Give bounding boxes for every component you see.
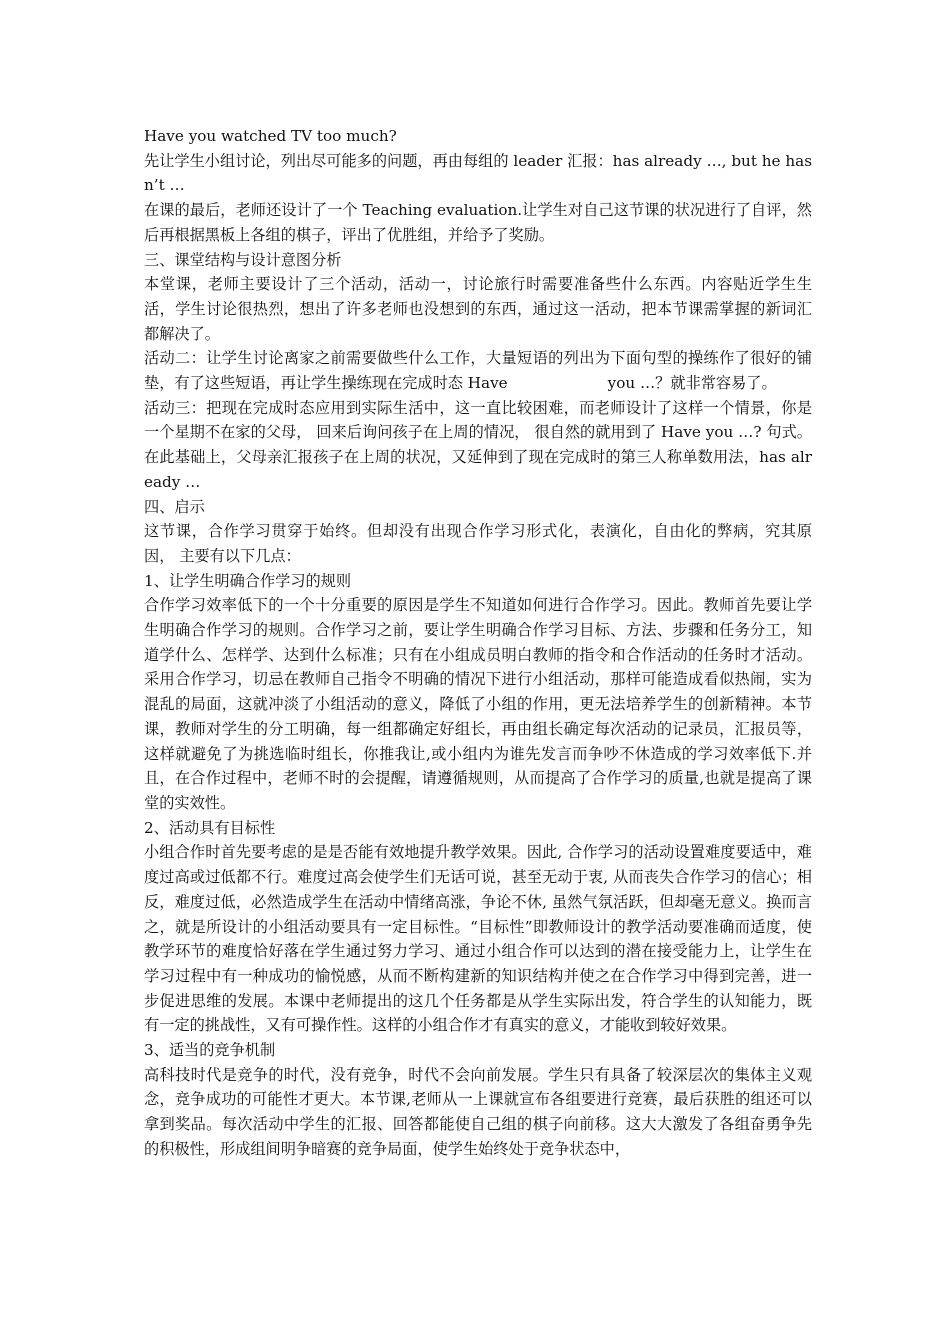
paragraph-point-1: 合作学习效率低下的一个十分重要的原因是学生不知道如何进行合作学习。因此。教师首先要让学生明确合作学习的规则。合作学习之前，要让学生明确合作学习目标、方法、步骤和任务分工，知道学什么、怎样学、达到什么标准；只有在小组成员明白教师的指令和合作活动的任务时才活动。采用合作学习，切忌在教师自己指令不明确的情况下进行小组活动，那样可能造成看似热闹，实为混乱的局面，这就冲淡了小组活动的意义，降低了小组的作用，更无法培养学生的创新精神。本节课，教师对学生的分工明确，每一组都确定好组长，再由组长确定每次活动的记录员，汇报员等，这样就避免了为挑选临时组长，你推我让,或小组内为谁先发言而争吵不休造成的学习效率低下.并且，在合作过程中，老师不时的会提醒，请遵循规则，从而提高了合作学习的质量,也就是提高了课堂的实效性。 xyxy=(144,596,812,812)
paragraph-enlightenment: 这节课，合作学习贯穿于始终。但却没有出现合作学习形式化，表演化，自由化的弊病，究其原因， 主要有以下几点： xyxy=(144,522,812,565)
heading-point-1: 1、让学生明确合作学习的规则 xyxy=(144,571,352,590)
heading-point-3: 3、适当的竞争机制 xyxy=(144,1041,276,1060)
paragraph-activity-2 xyxy=(144,346,812,395)
heading-section-3: 三、课堂结构与设计意图分析 xyxy=(144,250,342,269)
paragraph-discussion: 先让学生小组讨论，列出尽可能多的问题，再由每组的 leader 汇报：has already …, but he hasn’t … xyxy=(144,151,812,195)
paragraph-activity-3: 活动三：把现在完成时态应用到实际生活中，这一直比较困难，而老师设计了这样一个情景，你是一个星期不在家的父母， 回来后询问孩子在上周的情况， 很自然的就用到了 Have you …? 句式。在此基础上，父母亲汇报孩子在上周的状况，又延伸到了现在完成时的第三人称单数用法，has already … xyxy=(144,398,812,491)
paragraph-point-3: 高科技时代是竞争的时代，没有竞争，时代不会向前发展。学生只有具备了较深层次的集体主义观念，竞争成功的可能性才更大。本节课,老师从一上课就宣布各组要进行竞赛，最后获胜的组还可以拿到奖品。每次活动中学生的汇报、回答都能使自己组的棋子向前移。这大大激发了各组奋勇争先的积极性，形成组间明争暗赛的竞争局面，使学生始终处于竞争状态中， xyxy=(144,1065,812,1158)
paragraph-point-2: 小组合作时首先要考虑的是是否能有效地提升教学效果。因此, 合作学习的活动设置难度要适中，难度过高或过低都不行。难度过高会使学生们无话可说，甚至无动于衷, 从而丧失合作学习的信心；相反，难度过低，必然造成学生在活动中情绪高涨，争论不休, 虽然气氛活跃，但却毫无意义。换而言之，就是所设计的小组活动要具有一定目标性。“目标性”即教师设计的教学活动要准确而适度，使教学环节的难度恰好落在学生通过努力学习、通过小组合作可以达到的潜在接受能力上，让学生在学习过程中有一种成功的愉悦感，从而不断构建新的知识结构并使之在合作学习中得到完善，进一步促进思维的发展。本课中老师提出的这几个任务都是从学生实际出发，符合学生的认知能力，既有一定的挑战性，又有可操作性。这样的小组合作才有真实的意义，才能收到较好效果。 xyxy=(144,843,812,1035)
activity-2-text-start: 活动二：让学生讨论离家之前需要做些什么工作，大量短语的列出为下面句型的操练作了很好的铺垫，有了这些短语，再让学生操练现在完成时态 Have xyxy=(144,349,812,393)
activity-2-text-end: you …？就非常容易了。 xyxy=(607,374,777,393)
paragraph-activity-1: 本堂课，老师主要设计了三个活动，活动一，讨论旅行时需要准备些什么东西。内容贴近学生生活，学生讨论很热烈，想出了许多老师也没想到的东西，通过这一活动，把本节课需掌握的新词汇都解决了。 xyxy=(144,275,812,343)
paragraph-question: Have you watched TV too much? xyxy=(144,127,397,145)
heading-section-4: 四、启示 xyxy=(144,497,205,516)
paragraph-evaluation: 在课的最后，老师还设计了一个 Teaching evaluation.让学生对自己这节课的状况进行了自评，然后再根据黑板上各组的棋子，评出了优胜组，并给予了奖励。 xyxy=(144,201,812,244)
heading-point-2: 2、活动具有目标性 xyxy=(144,818,276,837)
document-body xyxy=(144,124,812,1162)
